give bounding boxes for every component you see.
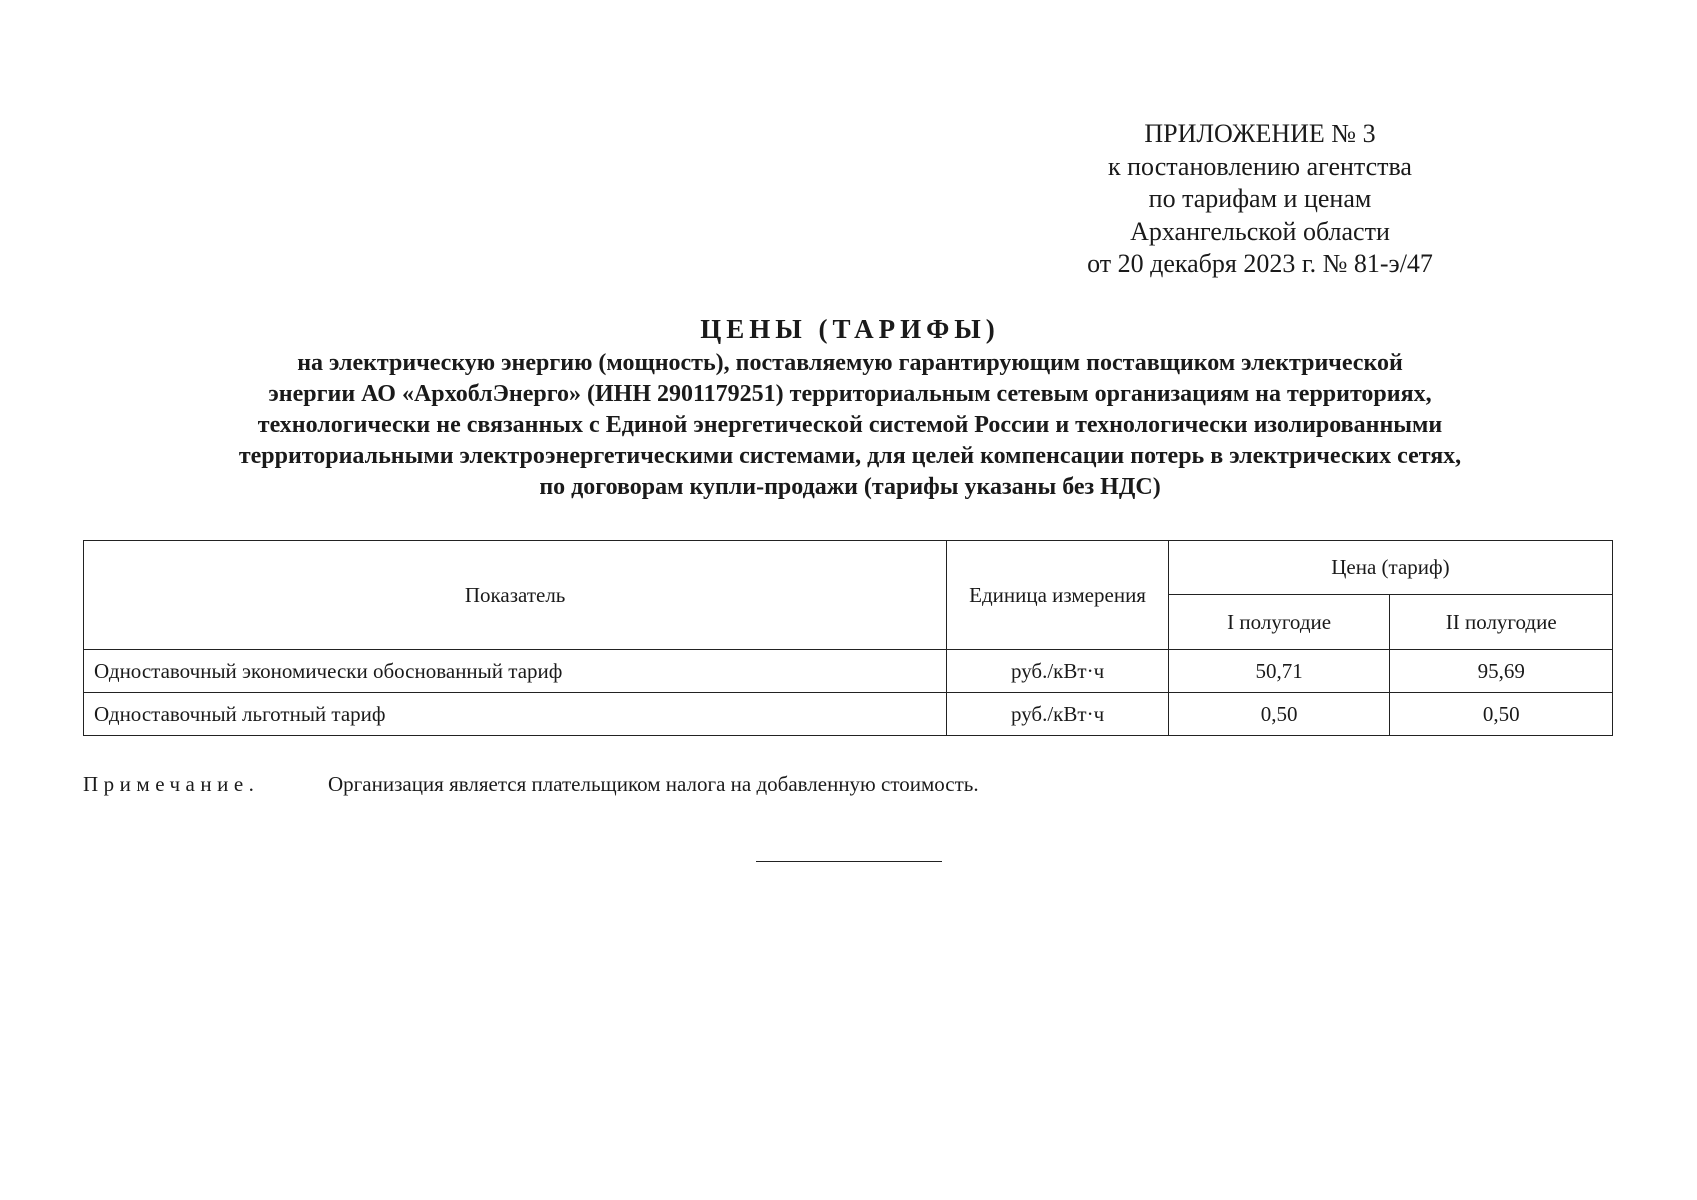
- row-indicator: Одноставочный экономически обоснованный тариф: [84, 650, 947, 693]
- document-subtitle-line: по договорам купли-продажи (тарифы указаны без НДС): [539, 474, 1161, 500]
- row-price-half-1: 0,50: [1168, 693, 1390, 736]
- header-half-2: II полугодие: [1390, 595, 1613, 650]
- appendix-date-number: от 20 декабря 2023 г. № 81-э/47: [1087, 249, 1433, 278]
- note-label: Примечание.: [83, 772, 260, 796]
- row-indicator: Одноставочный льготный тариф: [84, 693, 947, 736]
- header-indicator: Показатель: [84, 541, 947, 650]
- document-subtitle-line: на электрическую энергию (мощность), поставляемую гарантирующим поставщиком электрической: [297, 350, 1403, 376]
- table-header-row: [84, 541, 1613, 595]
- note-text: Организация является плательщиком налога на добавленную стоимость.: [328, 772, 979, 796]
- document-title: ЦЕНЫ (ТАРИФЫ): [700, 314, 1000, 344]
- appendix-reference-line: к постановлению агентства: [1108, 151, 1412, 181]
- appendix-reference-line: по тарифам и ценам: [1148, 184, 1372, 213]
- header-unit: Единица измерения: [947, 541, 1169, 650]
- document-heading: [60, 312, 1640, 503]
- closing-separator-line: [756, 861, 942, 862]
- table-row: [84, 650, 1613, 693]
- row-price-half-1: 50,71: [1168, 650, 1390, 693]
- header-half-1: I полугодие: [1168, 595, 1390, 650]
- appendix-number: ПРИЛОЖЕНИЕ № 3: [1144, 119, 1376, 148]
- row-price-half-2: 0,50: [1390, 693, 1613, 736]
- document-subtitle-line: энергии АО «АрхоблЭнерго» (ИНН 2901179251) территориальным сетевым организациям на территориях,: [268, 381, 1432, 407]
- row-price-half-2: 95,69: [1390, 650, 1613, 693]
- header-price: Цена (тариф): [1168, 541, 1612, 595]
- appendix-header: [1000, 118, 1520, 281]
- note: [83, 772, 979, 797]
- row-unit: руб./кВт·ч: [947, 693, 1169, 736]
- document-subtitle-line: территориальными электроэнергетическими системами, для целей компенсации потерь в электрических сетях,: [238, 443, 1462, 469]
- document-subtitle-line: технологически не связанных с Единой энергетической системой России и технологически изолированными: [257, 412, 1443, 438]
- row-unit: руб./кВт·ч: [947, 650, 1169, 693]
- table-row: [84, 693, 1613, 736]
- tariff-table: [83, 540, 1613, 736]
- appendix-reference-line: Архангельской области: [1130, 216, 1390, 246]
